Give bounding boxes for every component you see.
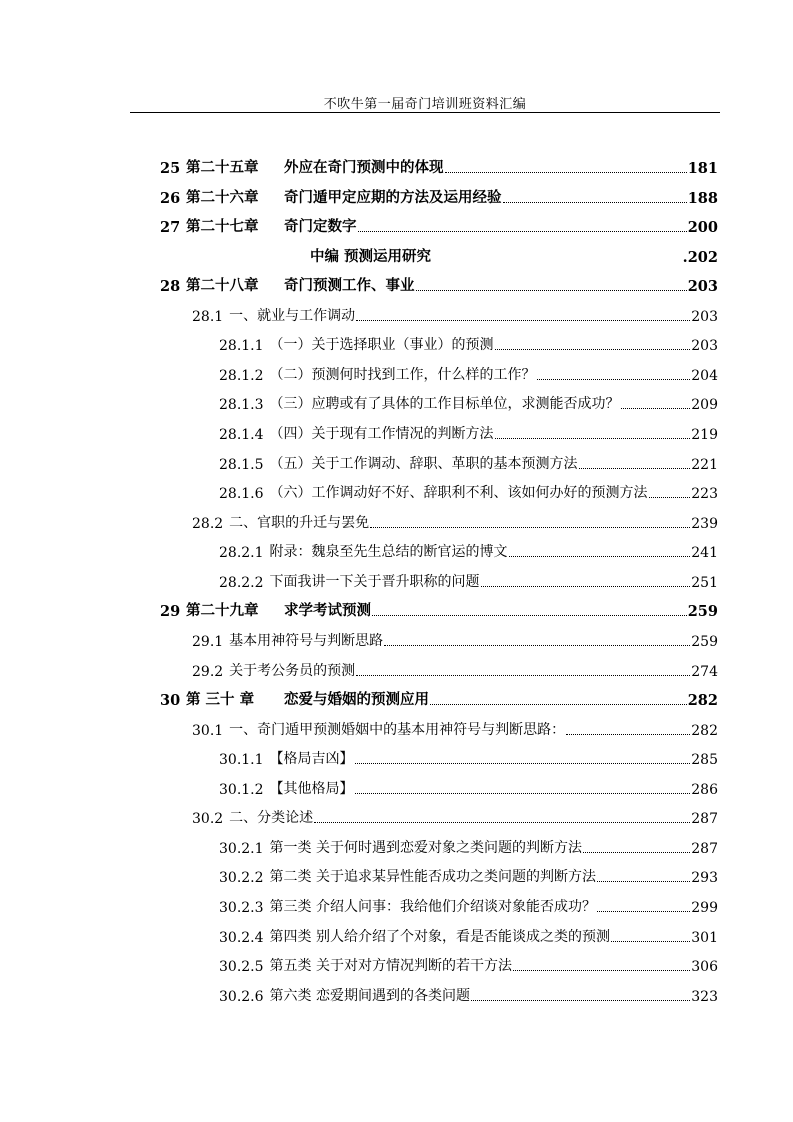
dot-leader: [358, 231, 687, 232]
toc-number: 30.1: [192, 722, 224, 739]
dot-leader: [537, 379, 691, 380]
toc-page-number: 282: [691, 722, 718, 739]
toc-entry-l1[interactable]: [192, 805, 718, 827]
toc-entry-l2[interactable]: [219, 421, 718, 443]
toc-title: 一、奇门遁甲预测婚姻中的基本用神符号与判断思路：: [229, 721, 566, 738]
dot-leader: [579, 468, 691, 469]
toc-page-number: 200: [687, 219, 718, 237]
toc-number: 30.2.5: [219, 959, 264, 976]
toc-entry-chapter[interactable]: [160, 598, 718, 620]
toc-entry-l1[interactable]: [192, 510, 718, 532]
toc-title: 关于考公务员的预测: [229, 662, 356, 679]
toc-title: 奇门预测工作、事业: [284, 277, 415, 295]
toc-entry-l2[interactable]: [219, 864, 718, 886]
toc-title: （五）关于工作调动、辞职、革职的基本预测方法: [269, 455, 578, 472]
toc-chapter-label: 第二十八章: [186, 277, 259, 295]
toc-page-number: 251: [691, 574, 718, 591]
toc-page-number: .202: [682, 248, 718, 266]
toc-page-number: 203: [691, 308, 718, 325]
toc-title: 第三类 介绍人问事：我给他们介绍谈对象能否成功？: [269, 899, 596, 915]
toc-entry-l2[interactable]: [219, 983, 718, 1005]
toc-number: 30.1.1: [219, 752, 264, 769]
dot-leader: [597, 911, 690, 912]
toc-title: 【其他格局】: [269, 780, 354, 797]
toc-number: 28.1.1: [219, 338, 264, 355]
toc-entry-l2[interactable]: [219, 776, 718, 798]
toc-chapter-label: 第二十九章: [186, 602, 259, 620]
toc-page-number: 287: [691, 840, 718, 857]
toc-entry-l2[interactable]: [219, 835, 718, 857]
dot-leader: [495, 349, 691, 350]
dot-leader: [445, 172, 687, 173]
toc-title: 求学考试预测: [284, 602, 371, 620]
toc-number: 28.1.4: [219, 427, 264, 444]
toc-title: 附录：魏泉至先生总结的断官运的博文: [269, 544, 508, 561]
dot-leader: [471, 1000, 690, 1001]
toc-title: 中编 预测运用研究: [310, 247, 432, 265]
toc-page-number: 306: [691, 959, 718, 976]
dot-leader: [384, 645, 690, 646]
toc-number: 28.2.2: [219, 574, 264, 591]
dot-leader: [597, 881, 690, 882]
header-rule: [130, 112, 720, 113]
toc-title: 第四类 别人给介绍了个对象，看是否能谈成之类的预测: [269, 928, 610, 945]
toc-page-number: 287: [691, 811, 718, 828]
toc-number: 27: [160, 219, 181, 237]
toc-number: 28.2.1: [219, 545, 264, 562]
toc-number: 26: [160, 189, 181, 207]
toc-page-number: 299: [691, 900, 718, 916]
toc-entry-l2[interactable]: [219, 746, 718, 768]
dot-leader: [611, 941, 690, 942]
toc-page-number: 286: [691, 781, 718, 798]
toc-number: 28.1.3: [219, 397, 264, 414]
toc-title: 一、就业与工作调动: [229, 307, 356, 324]
toc-number: 29.1: [192, 633, 224, 650]
toc-number: 28: [160, 278, 181, 296]
toc-entry-l1[interactable]: [192, 717, 718, 739]
toc-page-number: 223: [691, 486, 718, 503]
toc-title: 二、分类论述: [229, 810, 314, 827]
toc-entry-mid[interactable]: [310, 244, 718, 266]
toc-title: 奇门定数字: [284, 218, 357, 236]
toc-title: 第一类 关于何时遇到恋爱对象之类问题的判断方法: [269, 839, 582, 856]
toc-page-number: 181: [687, 160, 718, 177]
toc-page-number: 259: [691, 633, 718, 650]
dot-leader: [649, 497, 691, 498]
toc-title: 恋爱与婚姻的预测应用: [284, 691, 429, 709]
toc-page-number: 274: [691, 663, 718, 680]
toc-number: 29: [160, 603, 181, 621]
toc-page-number: 219: [691, 427, 718, 444]
toc-page-number: 241: [691, 545, 718, 562]
toc-entry-l2[interactable]: [219, 480, 718, 502]
toc-number: 28.1: [192, 308, 224, 325]
toc-entry-chapter[interactable]: [160, 155, 718, 177]
dot-leader: [355, 793, 691, 794]
toc-page-number: 282: [687, 692, 718, 710]
toc-entry-l1[interactable]: [192, 628, 718, 650]
dot-leader: [503, 202, 687, 203]
toc-number: 28.1.2: [219, 367, 264, 384]
dot-leader: [416, 290, 687, 291]
dot-leader: [495, 438, 691, 439]
toc-number: 30.2.6: [219, 988, 264, 1005]
toc-number: 30.2.2: [219, 870, 264, 887]
toc-entry-l2[interactable]: [219, 362, 718, 384]
toc-page-number: 259: [687, 603, 718, 621]
toc-page-number: 323: [691, 988, 718, 1005]
toc-chapter-label: 第二十五章: [186, 159, 259, 176]
dot-leader: [372, 615, 687, 616]
toc-entry-l1[interactable]: [192, 658, 718, 680]
dot-leader: [430, 704, 687, 705]
toc-entry-l2[interactable]: [219, 332, 718, 354]
toc-entry-l2[interactable]: [219, 924, 718, 946]
toc-page-number: 188: [687, 189, 718, 207]
toc-title: （六）工作调动好不好、辞职利不利、该如何办好的预测方法: [269, 485, 648, 502]
toc-number: 30.2.4: [219, 929, 264, 946]
toc-number: 30: [160, 692, 181, 710]
toc-title: 【格局吉凶】: [269, 751, 354, 768]
toc-page-number: 203: [691, 338, 718, 355]
toc-number: 28.1.5: [219, 456, 264, 473]
toc-number: 28.1.6: [219, 486, 264, 503]
toc-entry-l2[interactable]: [219, 569, 718, 591]
toc-page-number: 293: [691, 870, 718, 887]
toc-title: 第六类 恋爱期间遇到的各类问题: [269, 987, 470, 1004]
toc-title: （一）关于选择职业（事业）的预测: [269, 337, 494, 354]
dot-leader: [355, 763, 691, 764]
toc-entry-l2[interactable]: [219, 451, 718, 473]
toc-number: 25: [160, 160, 181, 177]
toc-number: 30.1.2: [219, 781, 264, 798]
dot-leader: [370, 527, 690, 528]
toc-entry-l2[interactable]: [219, 391, 718, 413]
dot-leader: [356, 675, 690, 676]
running-header: 不吹牛第一届奇门培训班资料汇编: [323, 97, 527, 112]
toc-entry-l1[interactable]: [192, 303, 718, 325]
dot-leader: [583, 852, 690, 853]
toc-entry-l2[interactable]: [219, 894, 718, 916]
toc-chapter-label: 第二十六章: [186, 188, 259, 206]
toc-page-number: 204: [691, 367, 718, 384]
dot-leader: [509, 556, 691, 557]
toc-entry-l2[interactable]: [219, 953, 718, 975]
toc-entry-chapter[interactable]: [160, 687, 718, 709]
dot-leader: [566, 734, 690, 735]
toc-title: 基本用神符号与判断思路: [229, 632, 384, 649]
toc-entry-chapter[interactable]: [160, 214, 718, 236]
toc-number: 30.2.3: [219, 900, 264, 916]
toc-title: 第五类 关于对对方情况判断的若干方法: [269, 958, 512, 975]
dot-leader: [356, 320, 690, 321]
dot-leader: [481, 586, 691, 587]
toc-title: （四）关于现有工作情况的判断方法: [269, 426, 494, 443]
toc-chapter-label: 第 三十 章: [186, 691, 255, 709]
toc-title: 二、官职的升迁与罢免: [229, 514, 370, 531]
toc-title: 第二类 关于追求某异性能否成功之类问题的判断方法: [269, 869, 596, 886]
toc-chapter-label: 第二十七章: [186, 218, 259, 236]
toc-number: 30.2.1: [219, 840, 264, 857]
dot-leader: [621, 408, 691, 409]
toc-title: 下面我讲一下关于晋升职称的问题: [269, 573, 480, 590]
toc-title: （二）预测何时找到工作，什么样的工作？: [269, 366, 536, 383]
toc-page-number: 285: [691, 752, 718, 769]
toc-page-number: 301: [691, 929, 718, 946]
toc-number: 29.2: [192, 663, 224, 680]
toc-entry-l2[interactable]: [219, 539, 718, 561]
toc-title: （三）应聘或有了具体的工作目标单位，求测能否成功？: [269, 396, 620, 413]
dot-leader: [314, 822, 690, 823]
dot-leader: [513, 970, 690, 971]
toc-number: 30.2: [192, 811, 224, 828]
toc-page-number: 221: [691, 456, 718, 473]
toc-title: 奇门遁甲定应期的方法及运用经验: [284, 188, 502, 206]
toc-page-number: 203: [687, 278, 718, 296]
toc-entry-chapter[interactable]: [160, 185, 718, 207]
toc-page-number: 209: [691, 397, 718, 414]
toc-page-number: 239: [691, 515, 718, 532]
toc-title: 外应在奇门预测中的体现: [284, 159, 444, 176]
toc-number: 28.2: [192, 515, 224, 532]
toc-entry-chapter[interactable]: [160, 273, 718, 295]
